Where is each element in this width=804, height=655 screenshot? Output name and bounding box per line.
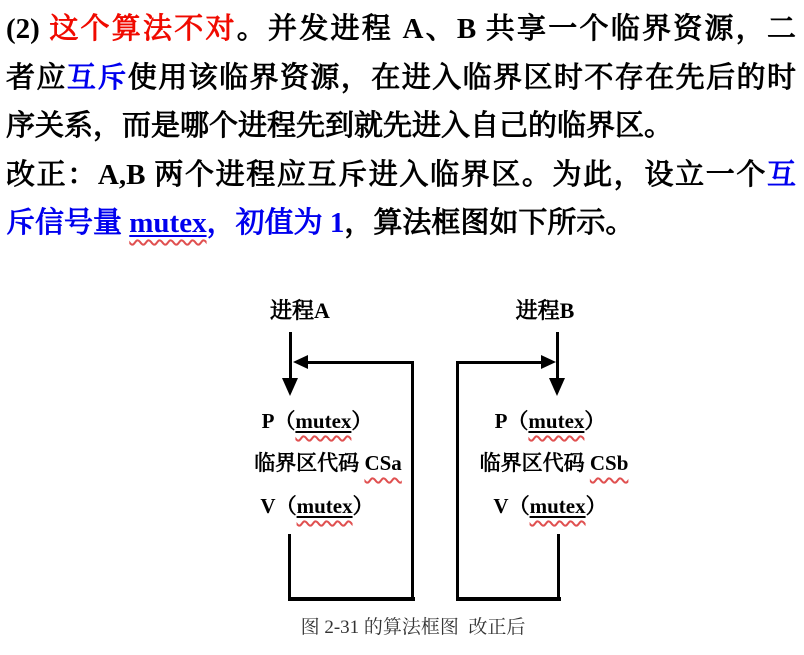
process-a-title: 进程A (270, 298, 330, 323)
process-b-right-arrowhead-icon (541, 355, 556, 369)
process-a-loopback-top-line (306, 361, 414, 364)
red-emphasis-text: 这个算法不对 (49, 13, 237, 45)
process-b-v-mutex-underlined: mutex (529, 494, 586, 518)
process-a-left-arrowhead-icon (293, 355, 308, 369)
line5-rest: ，算法框图如下所示。 (344, 207, 635, 239)
process-a-down-arrowhead-icon (282, 378, 298, 396)
process-b-down-arrowhead-icon (549, 378, 565, 396)
process-b-p-mutex-underlined: mutex (528, 409, 585, 433)
process-b-cs-name: CSb (589, 451, 629, 475)
process-a-loop-bottom-line (288, 597, 415, 601)
process-b-entry-line (556, 332, 559, 380)
process-a-p-mutex-underlined: mutex (295, 409, 352, 433)
process-b-loop-right-line (557, 534, 560, 601)
process-b-loop-bottom-line (456, 597, 561, 601)
line3-text: 序关系，而是哪个进程先到就先进入自己的临界区。 (6, 110, 674, 142)
text-line-1 (6, 5, 796, 54)
process-b-p-operation: P（mutex） (494, 409, 606, 433)
process-b-v-operation: V（mutex） (493, 494, 607, 518)
line2-rest: 使用该临界资源，在进入临界区时不存在先后的时 (127, 61, 796, 94)
line2-pre: 者应 (6, 61, 67, 94)
process-a-loop-right-line (411, 361, 414, 601)
text-line-3 (6, 102, 796, 151)
line4-black: 改正：A,B 两个进程应互斥进入临界区。为此，设立一个 (6, 158, 767, 191)
text-line-2 (6, 54, 796, 103)
line1-rest: 。并发进程 A、B 共享一个临界资源，二 (236, 13, 796, 45)
text-line-4 (6, 151, 796, 200)
answer-text-block (6, 5, 796, 248)
process-b-loopback-top-line (457, 361, 541, 364)
process-a-loop-left-line (288, 534, 291, 601)
line5-blue-pre: 斥信号量 (6, 207, 130, 239)
mutex-term-underlined: mutex (129, 207, 207, 239)
process-a-p-operation: P（mutex） (261, 409, 373, 433)
process-a-v-operation: V（mutex） (260, 494, 374, 518)
figure-caption: 图 2-31 的算法框图 改正后 (300, 617, 526, 638)
item-number: (2) (6, 13, 50, 45)
blue-emphasis-huchi: 互斥 (66, 61, 128, 94)
process-b-title: 进程B (515, 298, 575, 323)
process-b-loop-left-line (456, 361, 459, 601)
text-line-5 (6, 199, 796, 248)
process-a-v-mutex-underlined: mutex (296, 494, 353, 518)
process-b-critical-section-label: 临界区代码 CSb (479, 451, 629, 475)
blue-emphasis-hu: 互 (766, 158, 796, 191)
process-a-cs-name: CSa (364, 451, 402, 475)
line5-blue-mid: ，初值为 1 (206, 207, 345, 239)
process-a-entry-line (289, 332, 292, 380)
process-a-critical-section-label: 临界区代码 CSa (254, 451, 402, 475)
